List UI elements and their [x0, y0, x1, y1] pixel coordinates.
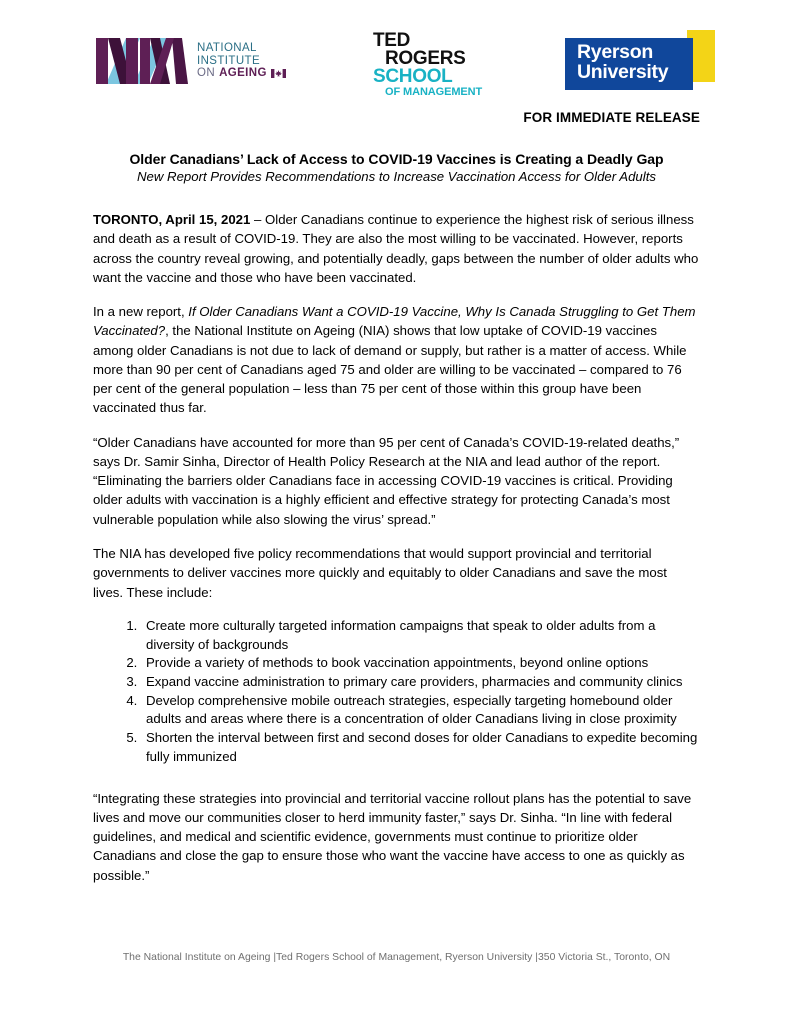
list-item: 5. Shorten the interval between first and second doses for older Canadians to expedite becoming fully immunized [141, 729, 700, 766]
paragraph-1-text: – Older Canadians continue to experience the highest risk of serious illness and death as a result of COVID-19. They are also the most willing to be vaccinated. However, reports across the country reveal growing, and potentially deadly, gaps between the number of older adults who want the vaccine and those who have been vaccinated. [93, 212, 699, 285]
paragraph-2-pre: In a new report, [93, 304, 189, 320]
report-title: If Older Canadians Want a COVID-19 Vaccine, Why Is Canada Struggling to Get Them Vaccinated? [93, 304, 696, 339]
ryerson-university-logo [565, 30, 715, 96]
for-immediate-release-notice: FOR IMMEDIATE RELEASE [523, 110, 700, 125]
ryerson-line-1: Ryerson [577, 41, 653, 63]
paragraph-3-quote: “Older Canadians have accounted for more than 95 per cent of Canada’s COVID-19-related deaths,” says Dr. Samir Sinha, Director of Health Policy Research at the NIA and lead author of the report. “Eliminating the barriers older Canadians face in accessing COVID-19 vaccines is critical. Providing older adults with vaccination is a highly efficient and effective strategy for protecting Canada’s most vulnerable population while also slowing the virus’ spread.” [93, 434, 680, 527]
trsm-line-of-management: OF MANAGEMENT [385, 85, 483, 98]
nia-wordmark-ageing: AGEING [219, 67, 267, 80]
list-item: 3. Expand vaccine administration to primary care providers, pharmacies and community clinics [141, 673, 700, 692]
nia-logo [96, 38, 286, 84]
nia-monogram-icon [96, 38, 188, 84]
page-subtitle: New Report Provides Recommendations to Increase Vaccination Access for Older Adults [137, 169, 656, 184]
nia-wordmark-line-1: NATIONAL [197, 41, 257, 54]
nia-wordmark-line-3 [197, 67, 286, 80]
paragraph-4-intro: The NIA has developed five policy recommendations that would support provincial and territorial governments to deliver vaccines more quickly and equitably to older Canadians and save the most lives. These include: [93, 545, 667, 600]
ryerson-wordmark [577, 43, 668, 83]
page-footer: The National Institute on Ageing |Ted Rogers School of Management, Ryerson University |350 Victoria St., Toronto, ON [122, 952, 671, 963]
trsm-line-rogers: ROGERS [385, 48, 466, 70]
paragraph-1 [93, 210, 700, 287]
paragraph-2 [93, 302, 700, 418]
paragraph-2-post: , the National Institute on Ageing (NIA) shows that low uptake of COVID-19 vaccines among older Canadians is not due to lack of demand or supply, but rather is a matter of access. While more than 90 per cent of Canadians aged 75 and older are willing to be vaccinated – compared to 76 per cent of the general population – less than 75 per cent of those within this group have been vaccinated thus far. [93, 323, 687, 416]
ted-rogers-school-logo [373, 32, 482, 97]
canada-maple-leaf-flag-icon [271, 69, 286, 78]
trsm-line-school: SCHOOL [373, 66, 453, 88]
list-item: 1. Create more culturally targeted information campaigns that speak to older adults from a diversity of backgrounds [141, 617, 700, 654]
paragraph-5-quote: “Integrating these strategies into provincial and territorial vaccine rollout plans has the potential to save lives and move our communities closer to herd immunity faster,” says Dr. Sinha. “In line with federal guidelines, and medical and scientific evidence, governments must continue to prioritize older Canadians and close the gap to ensure those who want the vaccine have access to one as quickly as possible.” [93, 790, 692, 883]
list-item: 4. Develop comprehensive mobile outreach strategies, especially targeting homebound older adults and areas where there is a concentration of older Canadians living in close proximity [141, 692, 700, 729]
nia-wordmark-on: ON [197, 67, 216, 80]
logo-band [0, 28, 791, 100]
ryerson-line-2: University [577, 60, 669, 83]
list-item: 2. Provide a variety of methods to book vaccination appointments, beyond online options [141, 654, 700, 673]
recommendations-list [93, 617, 700, 767]
page-title: Older Canadians’ Lack of Access to COVID-19 Vaccines is Creating a Deadly Gap [129, 151, 664, 167]
dateline: TORONTO, April 15, 2021 [93, 212, 251, 227]
nia-wordmark-line-2: INSTITUTE [197, 54, 261, 67]
trsm-line-ted: TED [373, 30, 411, 51]
nia-wordmark [197, 42, 286, 81]
document-body [93, 110, 700, 900]
